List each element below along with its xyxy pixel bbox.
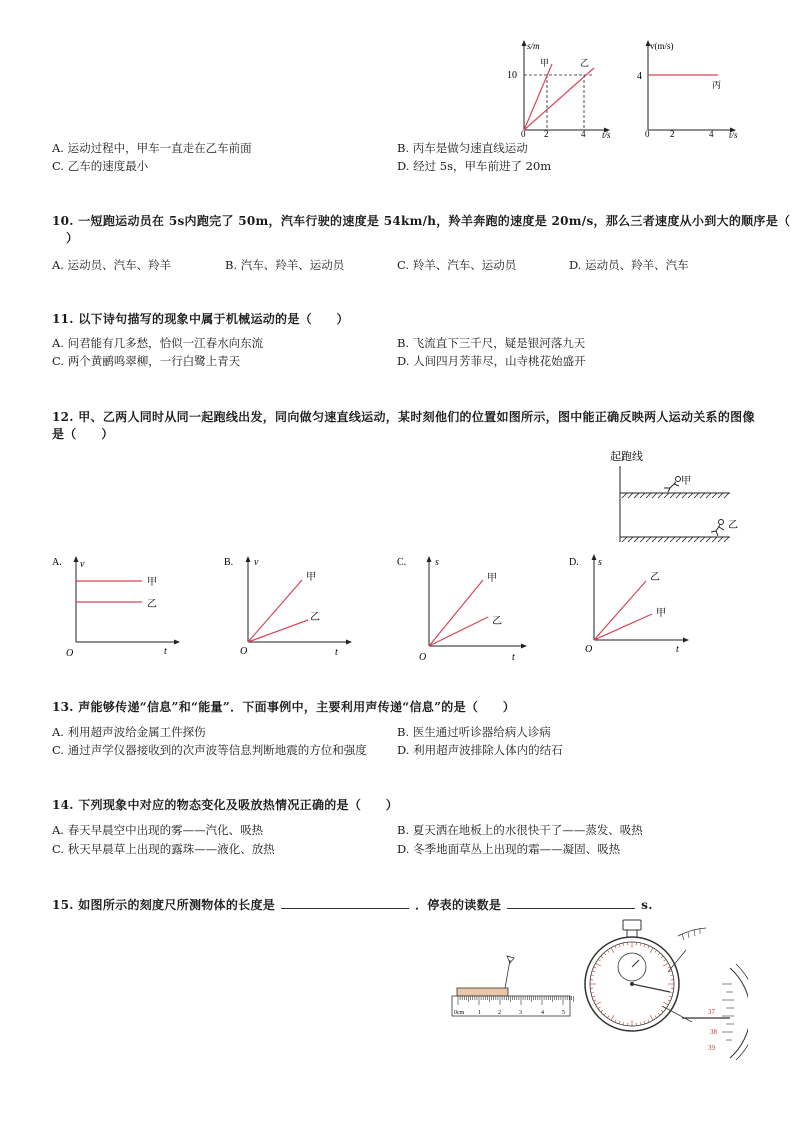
q9-graph-s-t bbox=[500, 38, 620, 140]
q12-graph-c-letter: C. bbox=[397, 557, 407, 568]
q12-stem: 12. 甲、乙两人同时从同一起跑线出发，同向做匀速直线运动，某时刻他们的位置如图所示，图中能正确反映两人运动关系的图像 bbox=[52, 410, 755, 424]
q12-graph-b[interactable] bbox=[222, 548, 362, 660]
q9-graph-v-t bbox=[628, 38, 746, 140]
q9-g2-ylabel: v(m/s) bbox=[650, 41, 674, 51]
q9-g2-yval: 4 bbox=[637, 71, 642, 82]
q13-option-a[interactable]: A. 利用超声波给金属工件探伤 bbox=[52, 725, 206, 739]
q14-option-d[interactable]: D. 冬季地面草丛上出现的霜——凝固、吸热 bbox=[397, 842, 621, 856]
q12-runner-jia-label: 甲 bbox=[681, 476, 691, 487]
q9-g1-xlabel: t/s bbox=[602, 130, 611, 140]
q14-option-a[interactable]: A. 春天早晨空中出现的雾——汽化、吸热 bbox=[52, 823, 264, 837]
q12-runner-jia-icon bbox=[664, 477, 681, 493]
q12-graph-d-letter: D. bbox=[569, 557, 579, 568]
q12-graph-b-ylabel: v bbox=[254, 557, 259, 568]
q9-g1-ylabel: s/m bbox=[527, 41, 540, 51]
q15-ruler-label-3: 3 bbox=[519, 1010, 522, 1016]
q12-graph-c-origin: O bbox=[419, 652, 427, 663]
q12-runner-yi-label: 乙 bbox=[728, 520, 738, 531]
q9-option-d[interactable]: D. 经过 5s，甲车前进了 20m bbox=[397, 159, 552, 173]
q15-watch-label-39: 39 bbox=[708, 1044, 715, 1052]
q12-graph-c-ylabel: s bbox=[435, 557, 439, 568]
q15-ruler-figure bbox=[448, 950, 574, 1020]
q14-option-b[interactable]: B. 夏天洒在地板上的水很快干了——蒸发、吸热 bbox=[397, 823, 643, 837]
q15-ruler-label-4: 4 bbox=[541, 1010, 544, 1016]
q12-graph-d-top: 乙 bbox=[650, 572, 660, 583]
q12-graph-a-origin: O bbox=[66, 648, 74, 659]
q12-graph-a-letter: A. bbox=[52, 557, 62, 568]
q12-stem-end: 是（ ） bbox=[52, 427, 114, 441]
q9-option-b[interactable]: B. 丙车是做匀速直线运动 bbox=[397, 141, 528, 155]
q9-g1-xtick-0: 0 bbox=[521, 129, 526, 139]
q15-ruler-label-1: 1 bbox=[478, 1010, 481, 1016]
q10-option-d[interactable]: D. 运动员、羚羊、汽车 bbox=[569, 258, 689, 272]
q12-graph-a-ylabel: v bbox=[80, 559, 85, 570]
q11-option-b[interactable]: B. 飞流直下三千尺，疑是银河落九天 bbox=[397, 336, 586, 350]
q12-graph-a-top: 甲 bbox=[147, 577, 157, 588]
q14-option-c[interactable]: C. 秋天早晨草上出现的露珠——液化、放热 bbox=[52, 842, 275, 856]
q12-graph-c-bottom: 乙 bbox=[492, 616, 502, 627]
q15-stem-part-c: s. bbox=[641, 898, 653, 912]
q13-option-c[interactable]: C. 通过声学仪器接收到的次声波等信息判断地震的方位和强度 bbox=[52, 743, 367, 757]
q9-g2-xtick-4: 4 bbox=[709, 129, 714, 139]
q12-graph-b-origin: O bbox=[240, 646, 248, 657]
q9-g1-xtick-4: 4 bbox=[581, 129, 586, 139]
q9-g1-series-yi: 乙 bbox=[580, 58, 590, 68]
q9-g2-xlabel: t/s bbox=[729, 130, 738, 140]
q12-graph-b-top: 甲 bbox=[306, 572, 316, 583]
q11-stem: 11. 以下诗句描写的现象中属于机械运动的是（ ） bbox=[52, 312, 349, 326]
q9-option-a[interactable]: A. 运动过程中，甲车一直走在乙车前面 bbox=[52, 141, 252, 155]
q15-stopwatch-figure bbox=[582, 912, 748, 1062]
q12-graph-d-origin: O bbox=[585, 644, 593, 655]
q12-runner-yi-icon bbox=[711, 520, 724, 537]
q9-option-c[interactable]: C. 乙车的速度最小 bbox=[52, 159, 149, 173]
q10-option-b[interactable]: B. 汽车、羚羊、运动员 bbox=[225, 258, 345, 272]
q12-start-line-label: 起跑线 bbox=[610, 451, 643, 463]
q10-stem-end: ） bbox=[66, 231, 79, 245]
q12-graph-d[interactable] bbox=[567, 548, 707, 660]
q15-stem-part-a: 15. 如图所示的刻度尺所测物体的长度是 bbox=[52, 898, 276, 912]
q12-graph-b-letter: B. bbox=[224, 557, 234, 568]
q12-graph-c[interactable] bbox=[395, 548, 535, 666]
q15-ruler-label-0: 0cm bbox=[454, 1010, 465, 1016]
q11-option-d[interactable]: D. 人间四月芳菲尽，山寺桃花始盛开 bbox=[397, 354, 586, 368]
q12-graph-a[interactable] bbox=[50, 548, 190, 660]
q12-graph-c-top: 甲 bbox=[487, 573, 497, 584]
q15-stem bbox=[52, 896, 653, 913]
q12-graph-a-bottom: 乙 bbox=[147, 599, 157, 610]
q10-option-c[interactable]: C. 羚羊、汽车、运动员 bbox=[397, 258, 517, 272]
q12-graph-b-xlabel: t bbox=[335, 647, 338, 658]
q9-g2-xtick-0: 0 bbox=[645, 129, 650, 139]
q12-graph-a-xlabel: t bbox=[164, 646, 167, 657]
q15-watch-label-37: 37 bbox=[708, 1008, 715, 1016]
q12-graph-b-bottom: 乙 bbox=[310, 612, 320, 623]
q12-track-figure bbox=[608, 446, 748, 546]
q15-watch-label-38: 38 bbox=[710, 1028, 717, 1036]
q15-stem-part-b: ．停表的读数是 bbox=[415, 898, 502, 912]
q13-option-b[interactable]: B. 医生通过听诊器给病人诊病 bbox=[397, 725, 551, 739]
q11-option-a[interactable]: A. 问君能有几多愁，恰似一江春水向东流 bbox=[52, 336, 264, 350]
q12-graph-c-xlabel: t bbox=[512, 652, 515, 663]
q15-ruler-label-5: 5 bbox=[562, 1010, 565, 1016]
q9-g2-series-bing: 丙 bbox=[712, 80, 722, 90]
q9-g1-yval: 10 bbox=[507, 70, 517, 81]
q15-length-answer-blank[interactable] bbox=[281, 898, 409, 909]
q14-stem: 14. 下列现象中对应的物态变化及吸放热情况正确的是（ ） bbox=[52, 798, 399, 812]
q9-g1-xtick-2: 2 bbox=[544, 129, 549, 139]
q11-option-c[interactable]: C. 两个黄鹂鸣翠柳，一行白鹭上青天 bbox=[52, 354, 241, 368]
q12-graph-d-ylabel: s bbox=[598, 557, 602, 568]
q10-option-a[interactable]: A. 运动员、汽车、羚羊 bbox=[52, 258, 172, 272]
q12-graph-d-bottom: 甲 bbox=[656, 608, 666, 619]
q13-option-d[interactable]: D. 利用超声波排除人体内的结石 bbox=[397, 743, 563, 757]
q9-g2-xtick-2: 2 bbox=[670, 129, 675, 139]
q10-stem: 10. 一短跑运动员在 5s内跑完了 50m，汽车行驶的速度是 54km/h，羚羊奔跑的速度是 20m/s，那么三者速度从小到大的顺序是（ bbox=[52, 214, 791, 228]
q12-graph-d-xlabel: t bbox=[676, 644, 679, 655]
q13-stem: 13. 声能够传递“信息”和“能量”．下面事例中，主要利用声传递“信息”的是（ ） bbox=[52, 700, 516, 714]
q15-ruler-label-2: 2 bbox=[498, 1010, 501, 1016]
q15-stopwatch-answer-blank[interactable] bbox=[507, 898, 635, 909]
q9-g1-series-jia: 甲 bbox=[540, 58, 550, 68]
